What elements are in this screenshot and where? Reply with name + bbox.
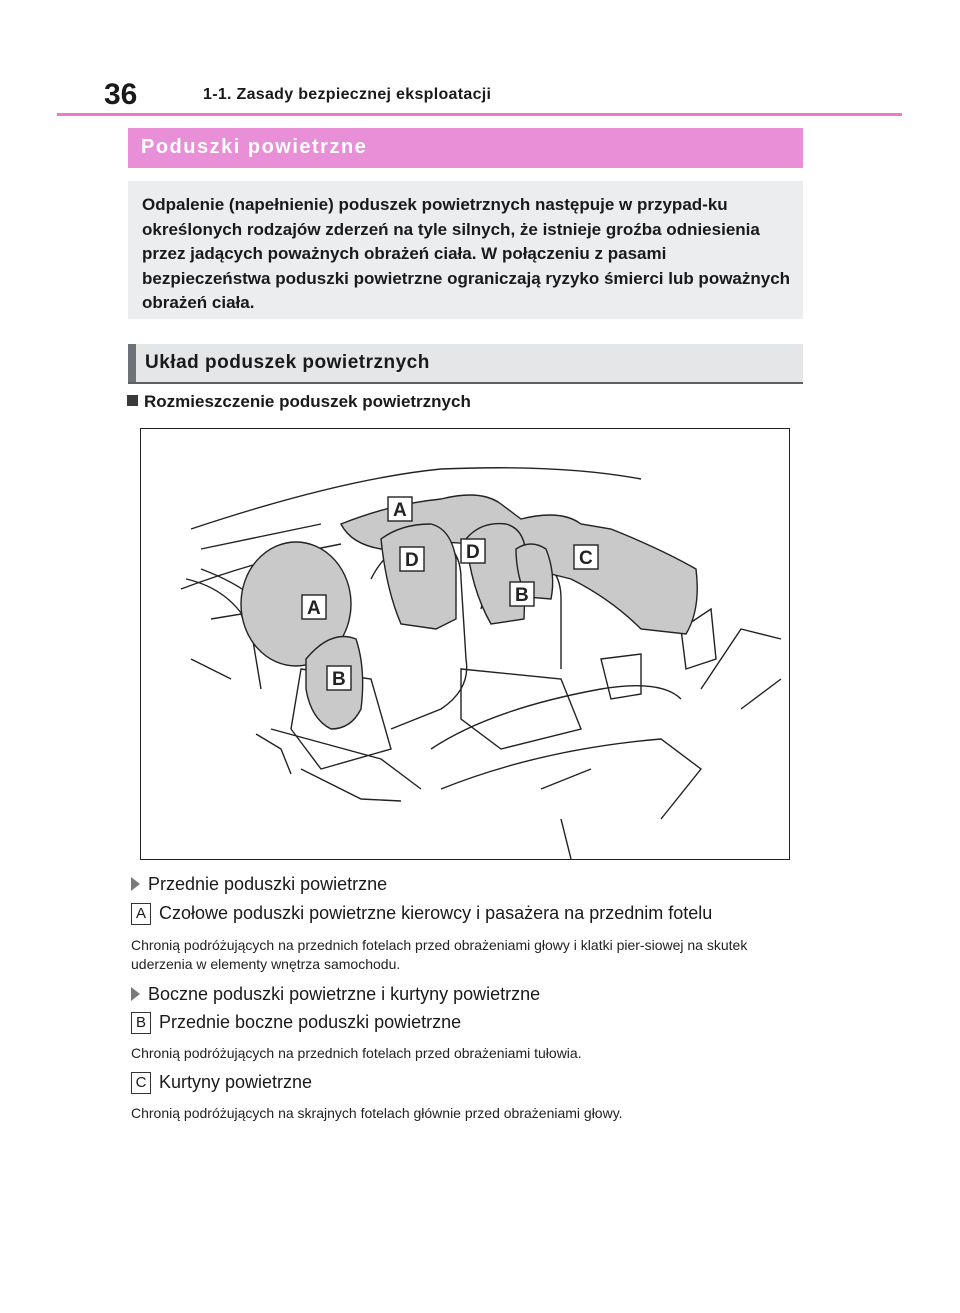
item-a-label: Czołowe poduszki powietrzne kierowcy i pasażera na przednim fotelu xyxy=(159,903,713,923)
section-title: Poduszki powietrzne xyxy=(141,136,368,158)
key-a-icon: A xyxy=(131,903,151,925)
svg-text:C: C xyxy=(579,548,593,569)
figure-label-c xyxy=(574,545,598,569)
side-airbags-heading xyxy=(131,984,540,1005)
intro-box xyxy=(128,181,803,319)
figure-label-d-left xyxy=(400,547,424,571)
page-number: 36 xyxy=(104,78,138,111)
square-bullet-icon xyxy=(127,395,138,406)
svg-text:A: A xyxy=(307,598,321,619)
airbag-illustration xyxy=(141,429,791,861)
figure-label-b-right xyxy=(510,582,534,606)
arrow-right-icon xyxy=(131,877,140,891)
side-airbags-heading-text: Boczne poduszki powietrzne i kurtyny powietrzne xyxy=(148,984,541,1004)
svg-text:B: B xyxy=(332,669,346,690)
figure-label-a-top xyxy=(388,497,412,521)
intro-text: Odpalenie (napełnienie) poduszek powietrznych następuje w przypad-ku określonych rodzajów zderzeń na tyle silnych, że istnieje groźba odniesienia przez jadących poważnych obrażeń ciała. W połączeniu z pasami bezpieczeństwa poduszki powietrzne ograniczają ryzyko śmierci lub poważnych obrażeń ciała. xyxy=(142,195,791,312)
subsection-title: Układ poduszek powietrznych xyxy=(145,352,430,373)
item-b xyxy=(131,1012,461,1034)
svg-text:D: D xyxy=(466,542,480,563)
item-a-note: Chronią podróżujących na przednich fotelach przed obrażeniami głowy i klatki pier-siowej na skutek uderzenia w elementy wnętrza samochodu. xyxy=(131,937,748,972)
figure-label-a-front xyxy=(302,595,326,619)
subsection-bar xyxy=(128,344,136,382)
front-airbags-heading-text: Przednie poduszki powietrzne xyxy=(148,874,388,894)
figure-label-d-right xyxy=(461,539,485,563)
item-c-label: Kurtyny powietrzne xyxy=(159,1072,313,1092)
item-a xyxy=(131,903,712,925)
chapter-title: 1-1. Zasady bezpiecznej eksploatacji xyxy=(203,86,492,103)
key-b-icon: B xyxy=(131,1012,151,1034)
item-c xyxy=(131,1072,312,1094)
svg-text:A: A xyxy=(393,500,407,521)
svg-text:D: D xyxy=(405,550,419,571)
item-b-label: Przednie boczne poduszki powietrzne xyxy=(159,1012,462,1032)
subsection-header xyxy=(128,344,803,384)
bullet-heading-text: Rozmieszczenie poduszek powietrznych xyxy=(144,392,471,411)
arrow-right-icon xyxy=(131,987,140,1001)
header-rule xyxy=(57,113,902,116)
front-airbags-heading xyxy=(131,874,387,895)
key-c-icon: C xyxy=(131,1072,151,1094)
bullet-heading xyxy=(127,392,471,412)
item-c-note: Chronią podróżujących na skrajnych fotelach głównie przed obrażeniami głowy. xyxy=(131,1105,623,1121)
item-b-note: Chronią podróżujących na przednich fotelach przed obrażeniami tułowia. xyxy=(131,1045,582,1061)
section-banner xyxy=(128,128,803,168)
airbag-figure xyxy=(140,428,790,860)
svg-text:B: B xyxy=(515,585,529,606)
figure-label-b-left xyxy=(327,666,351,690)
